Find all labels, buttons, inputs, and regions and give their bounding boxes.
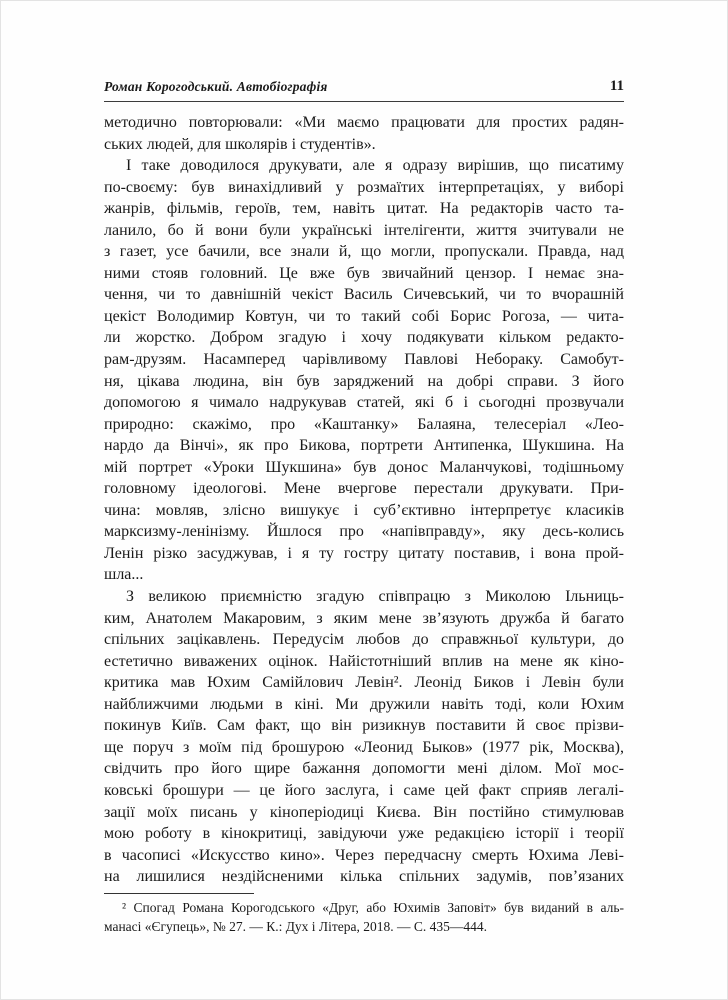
text-line: мою роботу в кінокритиці, завідуючи уже редакцією історії і теорії [104,825,624,843]
page-header [104,78,624,102]
text-line: З великою приємністю згадую співпрацю з Миколою Ільниць- [126,588,624,606]
text-line: ських людей, для школярів і студентів». [104,135,376,153]
text-line: свідчить про його щире бажання допомогти мені ділом. Мої мос- [104,760,624,778]
text-line: спільних зацікавлень. Передусім любов до справжньої культури, до [104,631,624,649]
text-line: ковські брошури — це його заслуга, і саме цей факт сприяв легалі- [104,781,624,799]
text-line: ще поруч з моїм під брошурою «Леонид Быков» (1977 рік, Москва), [104,738,624,756]
body-text [104,112,624,888]
text-line: ли жорстко. Добром згадую і хочу подякувати кільком редакто- [104,329,624,347]
text-line: критика мав Юхим Самійлович Левін². Леонід Биков і Левін були [104,674,624,692]
text-line: шла... [104,566,144,584]
running-title: Роман Корогодський. Автобіографія [104,79,328,94]
text-line: нардо да Вінчі», як про Бикова, портрети Антипенка, Шукшина. На [104,437,624,455]
paragraph [104,155,624,586]
text-line: І таке доводилося друкувати, але я одразу вирішив, що писатиму [126,157,624,175]
text-line: покинув Київ. Сам факт, що він ризикнув поставити й своє прізви- [104,717,624,735]
text-line: жанрів, фільмів, героїв, тем, навіть цитат. На редакторів часто та- [104,200,624,218]
paragraph [104,112,624,155]
text-line: природно: скажімо, про «Каштанку» Балаяна, телесеріал «Лео- [104,415,624,433]
text-line: манасі «Єгупець», № 27. — К.: Дух і Літера, 2018. — С. 435—444. [104,918,487,934]
text-line: ня, цікава людина, він був заряджений на добрі справи. З його [104,372,624,390]
text-line: мій портрет «Уроки Шукшина» був донос Маланчукові, тодішньому [104,458,624,476]
paragraph [104,586,624,888]
text-line: рам-друзям. Насамперед чарівливому Павлові Небораку. Самобут- [104,351,624,369]
text-line: найближчими людьми в кіні. Ми дружили навіть тоді, коли Юхим [104,695,624,713]
text-line: цекіст Володимир Ковтун, чи то такий собі Борис Рогоза, — чита- [104,307,624,325]
text-line: ними стояв головний. Це вже був звичайний цензор. І немає зна- [104,264,624,282]
text-line: марксизму-ленінізму. Йшлося про «напівправду», яку десь-колись [104,523,624,541]
footnote [104,899,624,936]
text-line: на лишилися нездійсненими кілька спільних задумів, пов’язаних [104,868,624,886]
text-line: головному ідеологові. Мене вчергове перестали друкувати. При- [104,480,624,498]
text-line: ланило, бо й вони були українські інтелігенти, життя зчитували не [104,221,624,239]
text-line: чина: мовляв, злісно вишукує і суб’єктивно інтерпретує класиків [104,501,624,519]
text-line: ким, Анатолем Макаровим, з яким мене зв’язують дружба й багато [104,609,624,627]
text-line: естетично виважених оцінок. Найістотніший вплив на мене як кіно- [104,652,624,670]
text-line: зації моїх писань у кіноперіодиці Києва. Він постійно стимулював [104,803,624,821]
text-line: чення, чи то давнішній чекіст Василь Сичевський, чи то вчорашній [104,286,624,304]
text-line: допомогою я чимало надрукував статей, які б і сьогодні прозвучали [104,394,624,412]
text-line: по-своєму: був винахідливий у розмаїтих інтерпретаціях, у виборі [104,178,624,196]
text-line: ² Спогад Романа Корогодського «Друг, або Юхимів Заповіт» був виданий в аль- [122,900,624,915]
page-number: 11 [609,78,624,94]
text-line: методично повторювали: «Ми маємо працювати для простих радян- [104,114,624,131]
text-line: Ленін різко засуджував, і я ту гостру цитату поставив, і вона прой- [104,544,624,562]
text-line: з газет, усе бачили, все знали й, що могли, пропускали. Правда, над [104,243,624,261]
footnote-separator [104,893,254,894]
text-line: в часописі «Искусство кино». Через передчасну смерть Юхима Леві- [104,846,624,864]
